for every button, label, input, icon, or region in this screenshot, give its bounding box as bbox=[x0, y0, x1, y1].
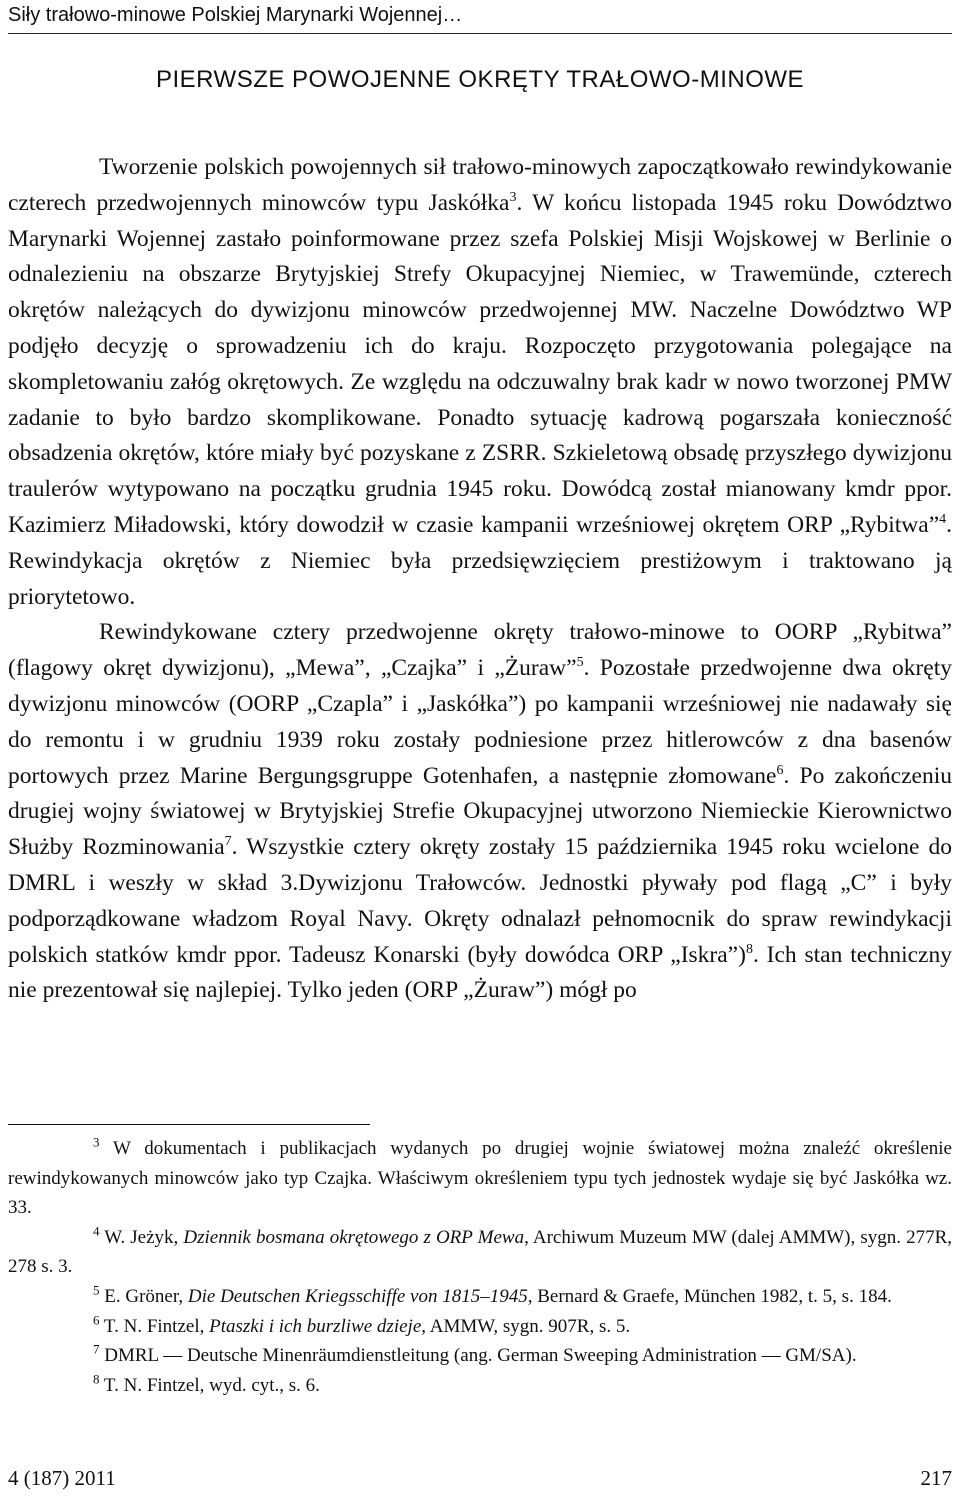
footnote-number: 7 bbox=[93, 1341, 100, 1357]
text-run: Rewindykowane cztery przedwojenne okręty trałowo-minowe to OORP „Rybitwa” (flagowy okręt dywizjonu), „Mewa”, „Czajka” i „Żuraw” bbox=[8, 619, 952, 682]
footnote-number: 6 bbox=[93, 1312, 100, 1328]
footnote-5 bbox=[8, 1282, 952, 1312]
footnote-ref-8: 8 bbox=[745, 941, 753, 957]
footnote-ref-7: 7 bbox=[224, 834, 232, 850]
text-run: . Wszystkie cztery okręty zostały 15 października 1945 roku wcielone do DMRL i weszły w skład 3.Dywizjonu Trałowców. Jednostki pływały pod flagą „C” i były podporządkowane władzom Royal Navy. Okręty odnalazł pełnomocnik do spraw rewindykacji polskich statków kmdr ppor. Tadeusz Konarski (były dowódca ORP „Iskra”) bbox=[8, 834, 952, 968]
footnote-number: 8 bbox=[93, 1371, 100, 1387]
footnote-work-title: Dziennik bosmana okrętowego z ORP Mewa bbox=[183, 1226, 525, 1248]
footnote-6 bbox=[8, 1312, 952, 1342]
footnote-ref-5: 5 bbox=[576, 655, 584, 671]
paragraph-1 bbox=[8, 150, 952, 615]
footnote-number: 3 bbox=[93, 1134, 100, 1150]
page-number: 217 bbox=[920, 1466, 952, 1490]
footnote-number: 4 bbox=[93, 1223, 100, 1239]
footnote-7 bbox=[8, 1341, 952, 1371]
footnote-work-title: Ptaszki i ich burzliwe dzieje bbox=[209, 1315, 422, 1337]
footnote-ref-6: 6 bbox=[776, 762, 784, 778]
section-title: PIERWSZE POWOJENNE OKRĘTY TRAŁOWO-MINOWE bbox=[155, 66, 805, 93]
issue-number: 4 (187) 2011 bbox=[8, 1466, 116, 1490]
footnote-ref-3: 3 bbox=[509, 189, 517, 205]
footnote-separator bbox=[8, 1124, 370, 1125]
page-footer bbox=[8, 1466, 952, 1491]
footnote-3 bbox=[8, 1134, 952, 1223]
footnote-text: W. Jeżyk, bbox=[104, 1226, 184, 1248]
footnote-text: T. N. Fintzel, wyd. cyt., s. 6. bbox=[103, 1374, 320, 1396]
text-run: . Pozostałe przedwojenne dwa okręty dywizjonu minowców (OORP „Czapla” i „Jaskółka”) po kampanii wrześniowej nie nadawały się do remontu i w grudniu 1939 roku zostały podniesione przez hitlerowców z dna basenów portowych przez Marine Bergungsgruppe Gotenhafen, a następnie złomowane bbox=[8, 655, 952, 789]
paragraph-2 bbox=[8, 615, 952, 1009]
footnote-number: 5 bbox=[93, 1282, 100, 1298]
article-body bbox=[8, 150, 952, 1009]
footnote-text: , Archiwum Muzeum MW (dalej AMMW), sygn. 277R, 278 s. 3. bbox=[8, 1226, 952, 1278]
text-run: . Po zakończeniu drugiej wojny światowej w Brytyjskiej Strefie Okupacyjnej utworzono Niemieckie Kierownictwo Służby Rozminowania bbox=[8, 762, 952, 861]
footnote-text: , Bernard & Graefe, München 1982, t. 5, s. 184. bbox=[527, 1285, 892, 1307]
footnote-text: , AMMW, sygn. 907R, s. 5. bbox=[421, 1315, 631, 1337]
footnote-text: T. N. Fintzel, bbox=[103, 1315, 210, 1337]
text-run: . Ich stan techniczny nie prezentował się najlepiej. Tylko jeden (ORP „Żuraw”) mógł po bbox=[8, 941, 952, 1004]
footnote-8 bbox=[8, 1371, 952, 1401]
footnote-work-title: Die Deutschen Kriegsschiffe von 1815–1945 bbox=[187, 1285, 528, 1307]
footnote-text: E. Gröner, bbox=[104, 1285, 188, 1307]
footnote-text: DMRL — Deutsche Minenräumdienstleitung (ang. German Sweeping Administration — GM/SA). bbox=[104, 1345, 857, 1367]
running-header bbox=[8, 4, 952, 34]
footnote-ref-4: 4 bbox=[939, 512, 947, 528]
footnote-text: W dokumentach i publikacjach wydanych po drugiej wojnie światowej można znaleźć określenie rewindykowanych minowców jako typ Czajka. Właściwym określeniem typu tych jednostek wydaje się być Jaskółka wz. 33. bbox=[8, 1138, 952, 1219]
footnotes bbox=[8, 1134, 952, 1400]
text-run: Tworzenie polskich powojennych sił trałowo-minowych zapoczątkowało rewindykowanie czterech przedwojennych minowców typu Jaskółka bbox=[8, 154, 952, 216]
text-run: . Rewindykacja okrętów z Niemiec była przedsięwzięciem prestiżowym i traktowano ją priorytetowo. bbox=[8, 511, 952, 610]
text-run: . W końcu listopada 1945 roku Dowództwo Marynarki Wojennej zastało poinformowane przez szefa Polskiej Misji Wojskowej w Berlinie o odnalezieniu na obszarze Brytyjskiej Strefy Okupacyjnej Niemiec, w Trawemünde, czterech okrętów należących do dywizjonu minowców przedwojennej MW. Naczelne Dowództwo WP podjęło decyzję o sprowadzeniu ich do kraju. Rozpoczęto przygotowania polegające na skompletowaniu załóg okrętowych. Ze względu na odczuwalny brak kadr w nowo tworzonej PMW zadanie to było bardzo skomplikowane. Ponadto sytuację kadrową pogarszała konieczność obsadzenia okrętów, które miały być pozyskane z ZSRR. Szkieletową obsadę przyszłego dywizjonu traulerów wytypowano na początku grudnia 1945 roku. Dowódcą został mianowany kmdr ppor. Kazimierz Miładowski, który dowodził w czasie kampanii wrześniowej okrętem ORP „Rybitwa” bbox=[8, 189, 952, 538]
footnote-4 bbox=[8, 1223, 952, 1282]
running-title: Siły trałowo-minowe Polskiej Marynarki Wojennej… bbox=[8, 4, 463, 26]
